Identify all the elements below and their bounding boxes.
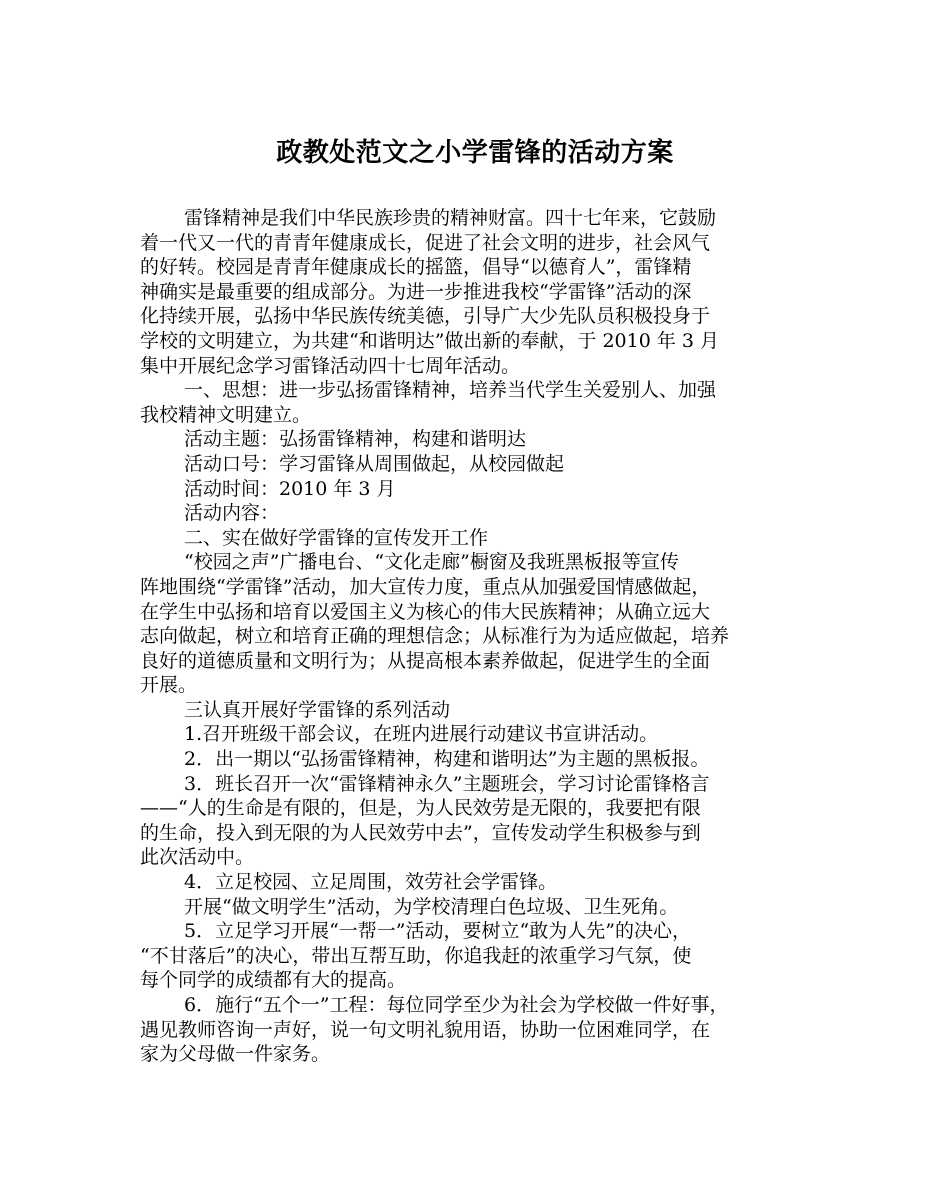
list-item: 4．立足校园、立足周围，效劳社会学雷锋。 (184, 871, 558, 894)
list-item: 6．施行“五个一”工程：每位同学至少为社会为学校做一件好事， (184, 994, 729, 1016)
section-heading: 三认真开展好学雷锋的系列活动 (184, 698, 451, 721)
paragraph-line: “不甘落后”的决心，带出互帮互助，你追我赶的浓重学习气氛，使 (140, 944, 692, 967)
document-body (140, 206, 815, 1067)
paragraph-line: 化持续开展，弘扬中华民族传统美德，引导广大少先队员积极投身于 (140, 305, 711, 328)
paragraph-line: 神确实是最重要的组成部分。为进一步推进我校“学雷锋”活动的深 (140, 280, 692, 303)
paragraph-line: 着一代又一代的青青年健康成长，促进了社会文明的进步，社会风气 (140, 231, 711, 254)
paragraph-line: 开展“做文明学生”活动，为学校清理白色垃圾、卫生死角。 (184, 895, 679, 918)
activity-theme: 活动主题：弘扬雷锋精神，构建和谐明达 (184, 428, 527, 451)
paragraph-line: 雷锋精神是我们中华民族珍贵的精神财富。四十七年来，它鼓励 (184, 207, 717, 229)
list-item: 5．立足学习开展“一帮一”活动，要树立“敢为人先”的决心， (184, 920, 691, 943)
activity-content: 活动内容： (184, 502, 280, 525)
paragraph-line: 良好的道德质量和文明行为；从提高根本素养做起，促进学生的全面 (140, 649, 711, 672)
paragraph-line: ——“人的生命是有限的，但是，为人民效劳是无限的，我要把有限 (140, 797, 701, 820)
list-item: 1.召开班级干部会议，在班内进展行动建议书宣讲活动。 (184, 723, 659, 746)
activity-slogan: 活动口号：学习雷锋从周围做起，从校园做起 (184, 452, 565, 475)
paragraph-line: 志向做起，树立和培育正确的理想信念；从标准行为为适应做起，培养 (140, 625, 730, 648)
paragraph-line: 的生命，投入到无限的为人民效劳中去”，宣传发动学生积极参与到 (140, 821, 701, 844)
paragraph-line: “校园之声”广播电台、“文化走廊”橱窗及我班黑板报等宣传 (184, 551, 679, 574)
paragraph-line: 在学生中弘扬和培育以爱国主义为核心的伟大民族精神；从确立远大 (140, 600, 711, 623)
paragraph-line: 家为父母做一件家务。 (140, 1043, 331, 1066)
page-title: 政教处范文之小学雷锋的活动方案 (276, 138, 674, 168)
paragraph-line: 每个同学的成绩都有大的提高。 (140, 969, 407, 992)
paragraph-line: 学校的文明建立，为共建“和谐明达”做出新的奉献，于 2010 年 3 月 (140, 329, 720, 352)
list-item: 3．班长召开一次“雷锋精神永久”主题班会，学习讨论雷锋格言 (184, 772, 710, 795)
activity-time: 活动时间：2010 年 3 月 (184, 477, 396, 500)
paragraph-line: 集中开展纪念学习雷锋活动四十七周年活动。 (140, 354, 521, 377)
section-heading: 二、实在做好学雷锋的宣传发开工作 (184, 526, 489, 549)
paragraph-line: 的好转。校园是青青年健康成长的摇篮，倡导“以德育人”，雷锋精 (140, 256, 692, 279)
list-item: 2．出一期以“弘扬雷锋精神，构建和谐明达”为主题的黑板报。 (184, 748, 710, 771)
paragraph-line: 此次活动中。 (140, 846, 255, 869)
paragraph-line: 遇见教师咨询一声好，说一句文明礼貌用语，协助一位困难同学，在 (140, 1018, 711, 1041)
section-heading: 一、思想：进一步弘扬雷锋精神，培养当代学生关爱别人、加强 (184, 379, 717, 402)
paragraph-line: 阵地围绕“学雷锋”活动，加大宣传力度，重点从加强爱国情感做起， (140, 575, 711, 598)
paragraph-line: 开展。 (140, 674, 198, 697)
paragraph-line: 我校精神文明建立。 (140, 403, 312, 426)
